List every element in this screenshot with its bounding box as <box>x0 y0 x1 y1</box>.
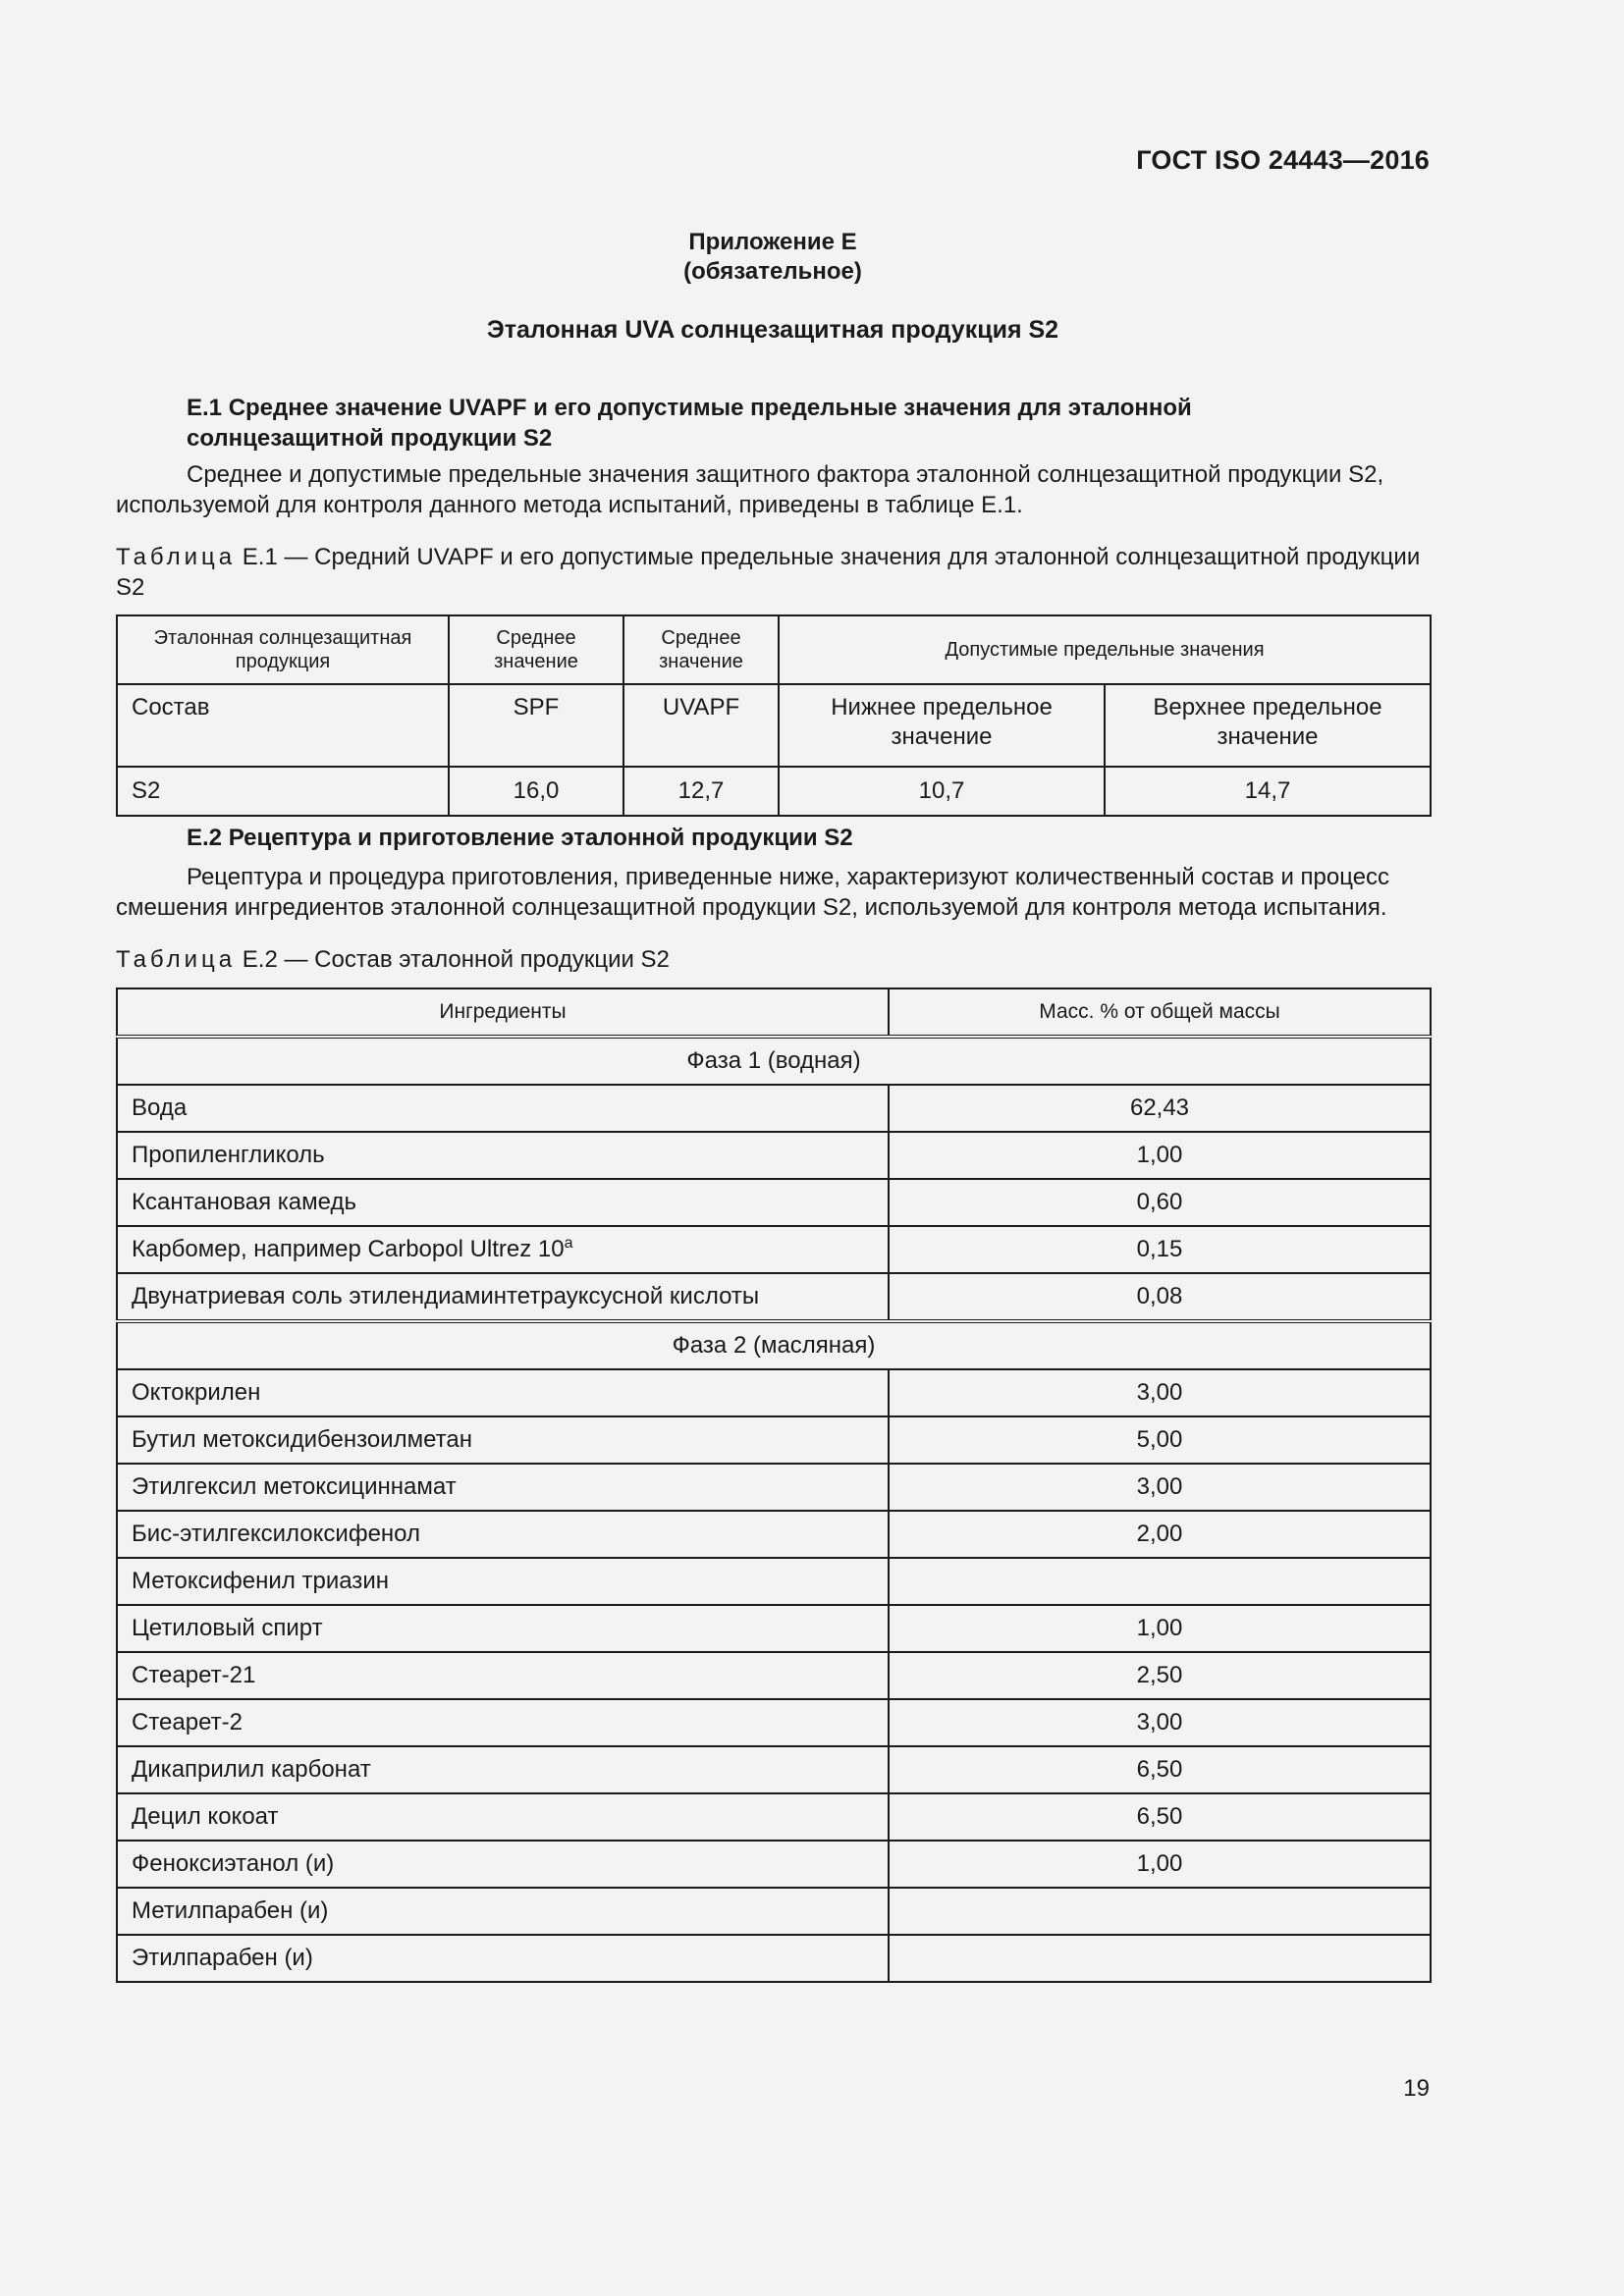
cell-product-name: S2 <box>117 767 449 816</box>
subheader-lower: Нижнее предельное значение <box>779 684 1105 767</box>
annex-name: Эталонная UVA солнцезащитная продукция S2 <box>486 316 1059 344</box>
header-product: Эталонная солнцезащитная продукция <box>117 615 449 684</box>
ingredient-name: Феноксиэтанол (и) <box>117 1841 889 1888</box>
ingredient-mass: 0,15 <box>889 1226 1431 1273</box>
ingredient-name: Этилпарабен (и) <box>117 1935 889 1982</box>
ingredient-mass: 2,00 <box>889 1511 1431 1558</box>
header-mean-spf: Среднее значение <box>449 615 623 684</box>
table-row <box>117 1558 1431 1605</box>
table-row <box>117 1369 1431 1416</box>
cell-uvapf: 12,7 <box>623 767 779 816</box>
ingredient-mass <box>889 1558 1431 1605</box>
header-ingredients: Ингредиенты <box>117 988 889 1037</box>
ingredient-name: Ксантановая камедь <box>117 1179 889 1226</box>
phase-2-row <box>117 1321 1431 1369</box>
ingredient-mass: 0,60 <box>889 1179 1431 1226</box>
ingredient-name: Стеарет-2 <box>117 1699 889 1746</box>
ingredient-name: Карбомер, например Carbopol Ultrez 10 <box>132 1236 565 1262</box>
header-mean-uvapf: Среднее значение <box>623 615 779 684</box>
table-e1-caption-text: Е.1 — Средний UVAPF и его допустимые предельные значения для эталонной солнцезащитной продукции S2 <box>116 544 1421 601</box>
section-e2-text: Рецептура и процедура приготовления, приведенные ниже, характеризуют количественный состав и процесс смешения ингредиентов эталонной солнцезащитной продукции S2, используемой для контроля метода испытания. <box>116 864 1390 921</box>
table-row <box>117 1085 1431 1132</box>
ingredient-name: Бис-этилгексилоксифенол <box>117 1511 889 1558</box>
footnote-marker: a <box>564 1235 573 1252</box>
table-row <box>117 1273 1431 1321</box>
ingredient-mass: 3,00 <box>889 1369 1431 1416</box>
ingredient-name: Бутил метоксидибензоилметан <box>117 1416 889 1464</box>
header-mass: Масс. % от общей массы <box>889 988 1431 1037</box>
ingredient-mass: 3,00 <box>889 1464 1431 1511</box>
table-e2-caption <box>116 944 1430 975</box>
ingredient-name: Децил кокоат <box>117 1793 889 1841</box>
subheader-composition: Состав <box>117 684 449 767</box>
table-e2 <box>116 988 1432 1983</box>
table-e2-header-row <box>117 988 1431 1037</box>
ingredient-name: Дикаприлил карбонат <box>117 1746 889 1793</box>
section-e2-title: Е.2 Рецептура и приготовление эталонной продукции S2 <box>187 825 853 851</box>
table-row <box>117 1841 1431 1888</box>
table-e1 <box>116 614 1432 817</box>
table-row <box>117 1699 1431 1746</box>
ingredient-mass: 62,43 <box>889 1085 1431 1132</box>
table-row <box>117 1935 1431 1982</box>
cell-lower: 10,7 <box>779 767 1105 816</box>
table-row <box>117 1464 1431 1511</box>
ingredient-mass: 6,50 <box>889 1793 1431 1841</box>
table-row <box>117 1888 1431 1935</box>
table-e1-subheader-row <box>117 684 1431 767</box>
ingredient-mass: 6,50 <box>889 1746 1431 1793</box>
table-row <box>117 1132 1431 1179</box>
table-e1-caption-word: Таблица <box>116 544 237 570</box>
table-row <box>117 1652 1431 1699</box>
ingredient-name: Вода <box>117 1085 889 1132</box>
phase-1-label: Фаза 1 (водная) <box>117 1037 1431 1085</box>
ingredient-mass: 2,50 <box>889 1652 1431 1699</box>
phase-1-row <box>117 1037 1431 1085</box>
table-e1-caption <box>116 542 1430 603</box>
table-e2-caption-word: Таблица <box>116 946 237 973</box>
table-row <box>117 1416 1431 1464</box>
table-row <box>117 1793 1431 1841</box>
ingredient-name: Двунатриевая соль этилендиаминтетрауксусной кислоты <box>117 1273 889 1321</box>
ingredient-name: Цетиловый спирт <box>117 1605 889 1652</box>
ingredient-name: Октокрилен <box>117 1369 889 1416</box>
ingredient-name: Пропиленгликоль <box>117 1132 889 1179</box>
table-e1-header-row <box>117 615 1431 684</box>
ingredient-mass <box>889 1888 1431 1935</box>
ingredient-name: Метоксифенил триазин <box>117 1558 889 1605</box>
table-row <box>117 1179 1431 1226</box>
subheader-uvapf: UVAPF <box>623 684 779 767</box>
ingredient-name: Стеарет-21 <box>117 1652 889 1699</box>
ingredient-mass: 1,00 <box>889 1605 1431 1652</box>
ingredient-mass: 0,08 <box>889 1273 1431 1321</box>
page-number: 19 <box>1403 2075 1430 2102</box>
table-row <box>117 1746 1431 1793</box>
ingredient-mass <box>889 1935 1431 1982</box>
subheader-upper: Верхнее предельное значение <box>1105 684 1431 767</box>
ingredient-name: Метилпарабен (и) <box>117 1888 889 1935</box>
ingredient-mass: 1,00 <box>889 1132 1431 1179</box>
section-e1-text: Среднее и допустимые предельные значения защитного фактора эталонной солнцезащитной продукции S2, используемой для контроля данного метода испытаний, приведены в таблице Е.1. <box>116 461 1384 518</box>
ingredient-mass: 3,00 <box>889 1699 1431 1746</box>
ingredient-mass: 1,00 <box>889 1841 1431 1888</box>
annex-title: Приложение Е <box>688 229 857 255</box>
section-e1-title: Е.1 Среднее значение UVAPF и его допустимые предельные значения для эталонной солнцезащитной продукции S2 <box>187 395 1192 452</box>
table-row <box>117 767 1431 816</box>
phase-2-label: Фаза 2 (масляная) <box>117 1321 1431 1369</box>
subheader-spf: SPF <box>449 684 623 767</box>
annex-heading <box>116 228 1430 287</box>
table-row <box>117 1511 1431 1558</box>
table-row <box>117 1605 1431 1652</box>
annex-status: (обязательное) <box>683 258 862 285</box>
cell-spf: 16,0 <box>449 767 623 816</box>
cell-upper: 14,7 <box>1105 767 1431 816</box>
document-id: ГОСТ ISO 24443—2016 <box>1136 145 1430 175</box>
ingredient-name: Этилгексил метоксициннамат <box>117 1464 889 1511</box>
header-limits: Допустимые предельные значения <box>779 615 1431 684</box>
ingredient-name-cell <box>117 1226 889 1273</box>
ingredient-mass: 5,00 <box>889 1416 1431 1464</box>
table-row <box>117 1226 1431 1273</box>
table-e2-caption-text: Е.2 — Состав эталонной продукции S2 <box>242 946 670 973</box>
